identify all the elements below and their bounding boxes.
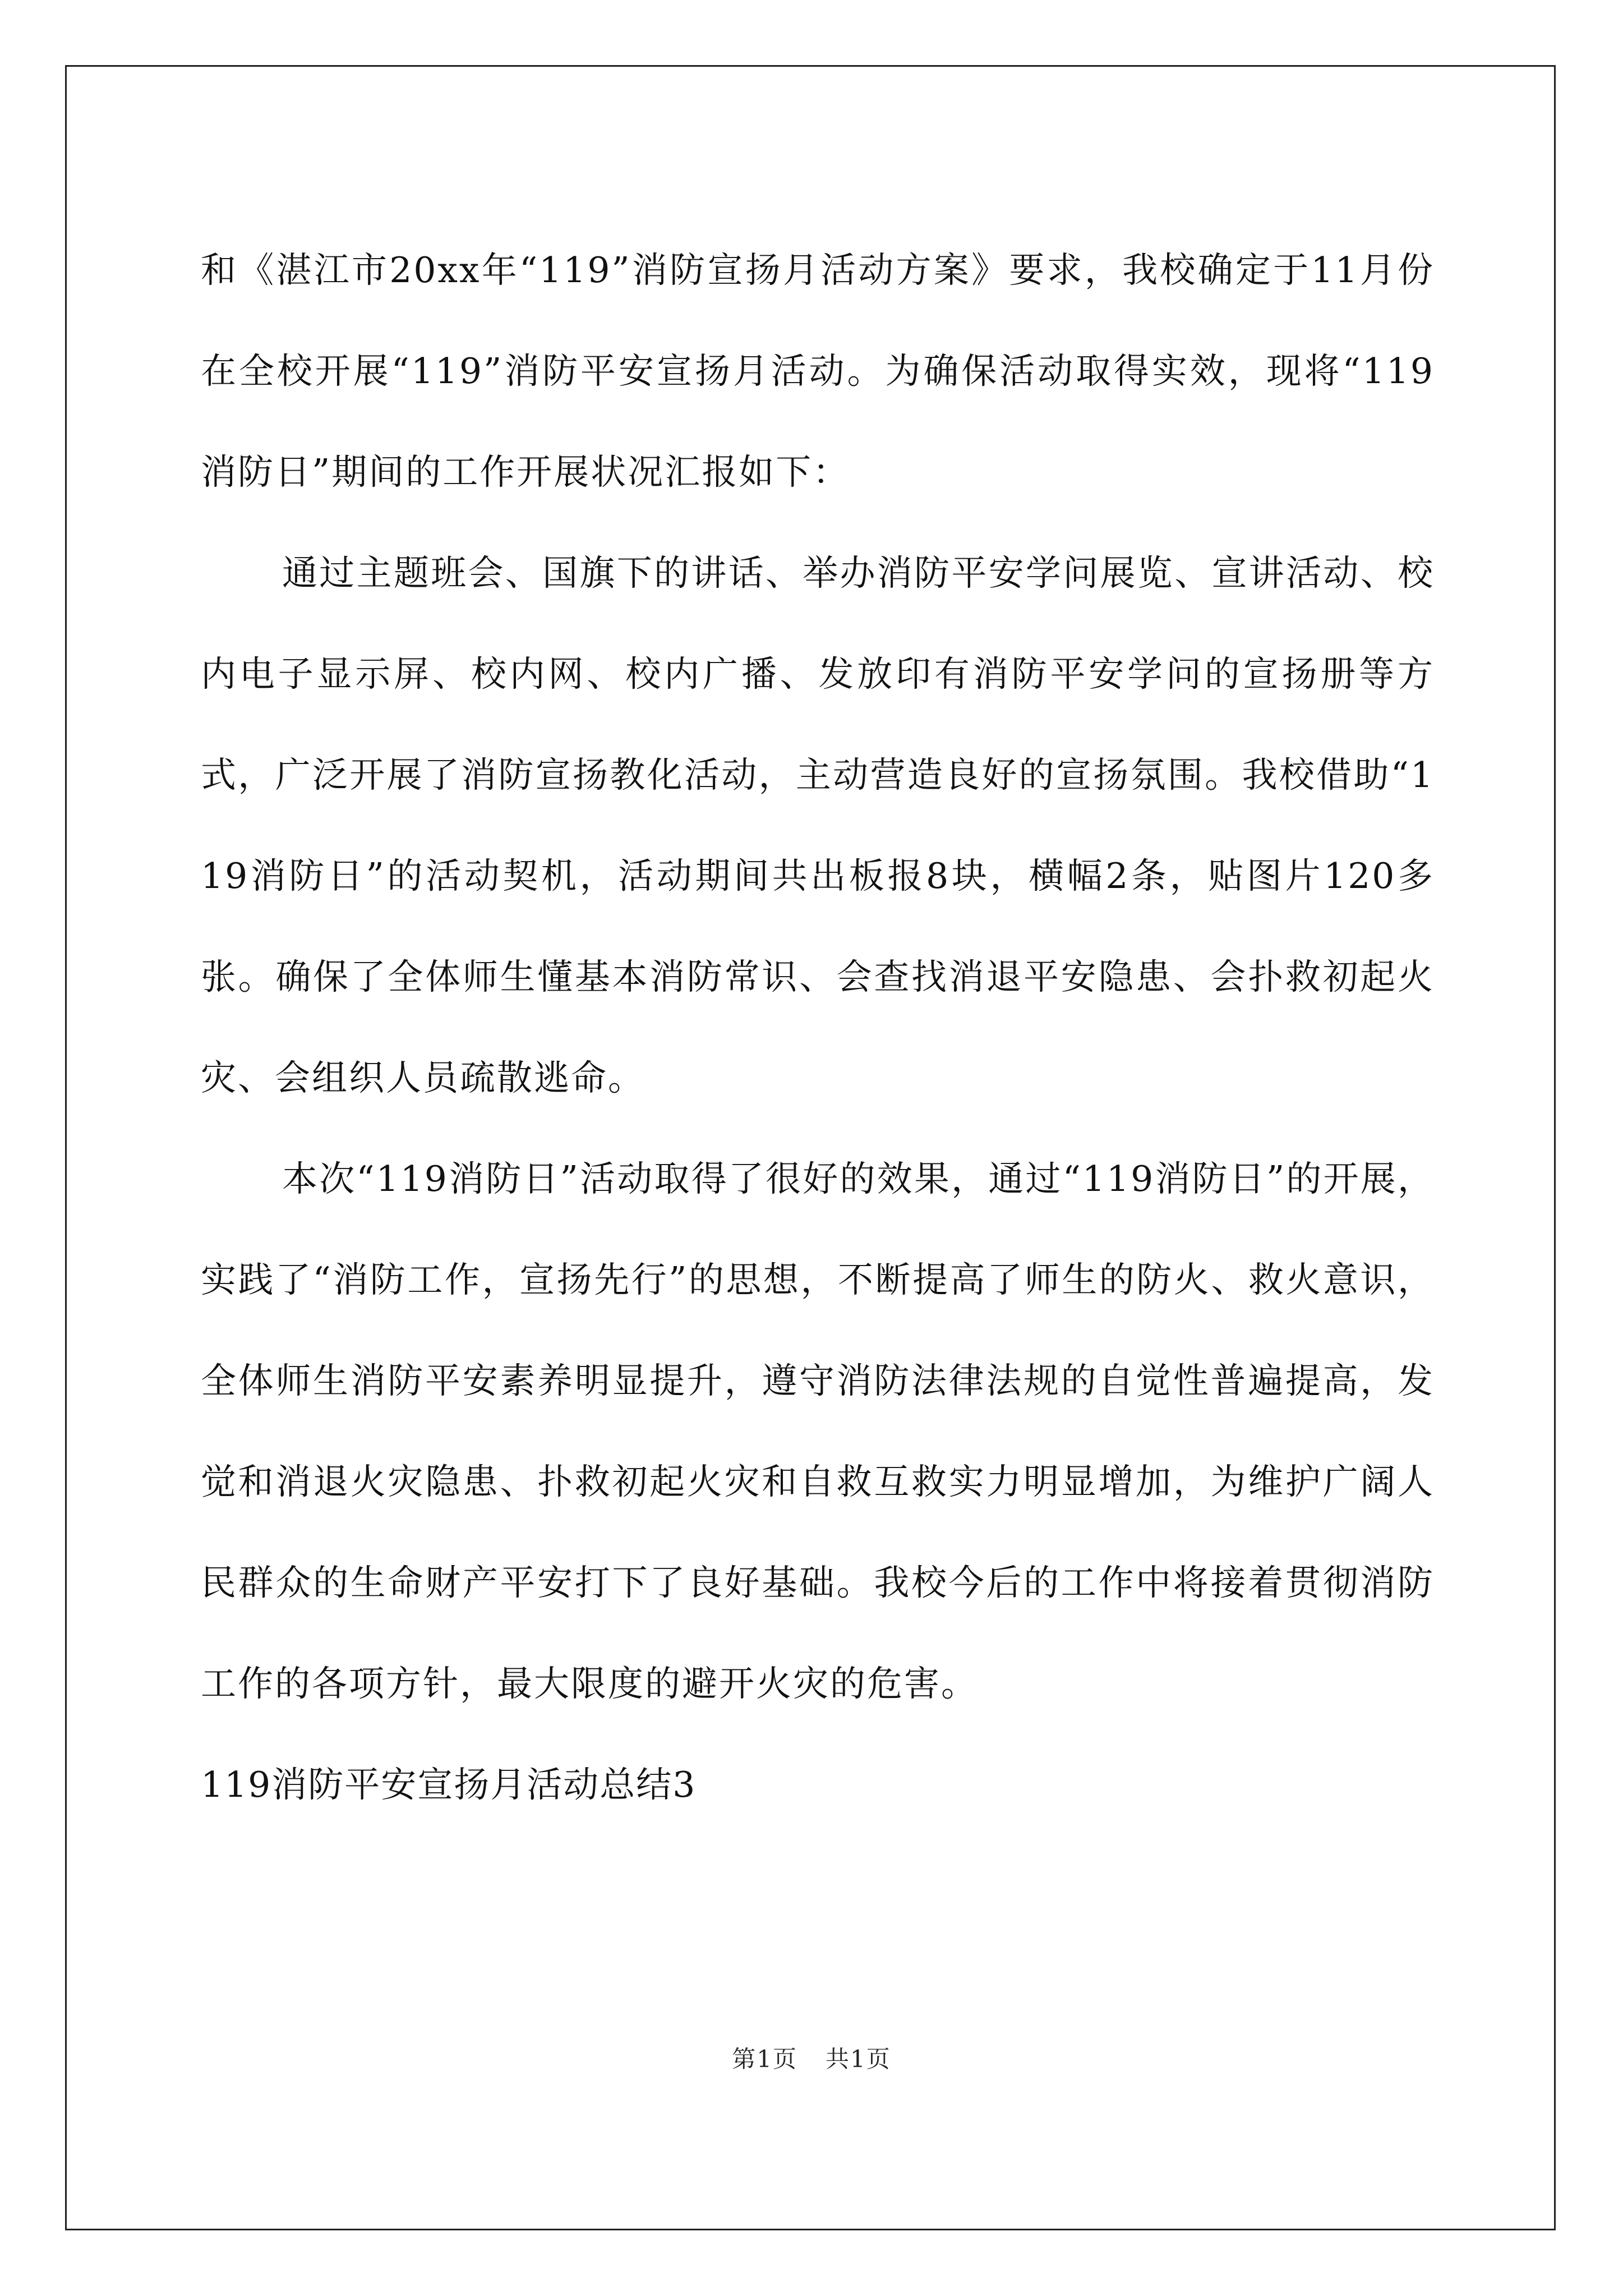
page-footer [0, 2041, 1623, 2074]
paragraph-2: 通过主题班会、国旗下的讲话、举办消防平安学问展览、宣讲活动、校内电子显示屏、校内网、校内广播、发放印有消防平安学问的宣扬册等方式，广泛开展了消防宣扬教化活动，主动营造良好的宣扬氛围。我校借助“119消防日”的活动契机，活动期间共出板报8块，横幅2条，贴图片120多张。确保了全体师生懂基本消防常识、会查找消退平安隐患、会扑救初起火灾、会组织人员疏散逃命。 [201, 553, 1435, 1098]
paragraph-3: 本次“119消防日”活动取得了很好的效果，通过“119消防日”的开展，实践了“消防工作，宣扬先行”的思想，不断提高了师生的防火、救火意识，全体师生消防平安素养明显提升，遵守消防法律法规的自觉性普遍提高，发觉和消退火灾隐患、扑救初起火灾和自救互救实力明显增加，为维护广阔人民群众的生命财产平安打下了良好基础。我校今后的工作中将接着贯彻消防工作的各项方针，最大限度的避开火灾的危害。 [201, 1158, 1435, 1704]
document-body [201, 220, 1435, 1835]
page-number: 第1页 [732, 2045, 797, 2073]
page-total: 共1页 [826, 2045, 891, 2073]
section-heading: 119消防平安宣扬月活动总结3 [201, 1764, 697, 1805]
paragraph-1: 和《湛江市20xx年“119”消防宣扬月活动方案》要求，我校确定于11月份在全校开展“119”消防平安宣扬月活动。为确保活动取得实效，现将“119消防日”期间的工作开展状况汇报如下： [201, 250, 1435, 493]
